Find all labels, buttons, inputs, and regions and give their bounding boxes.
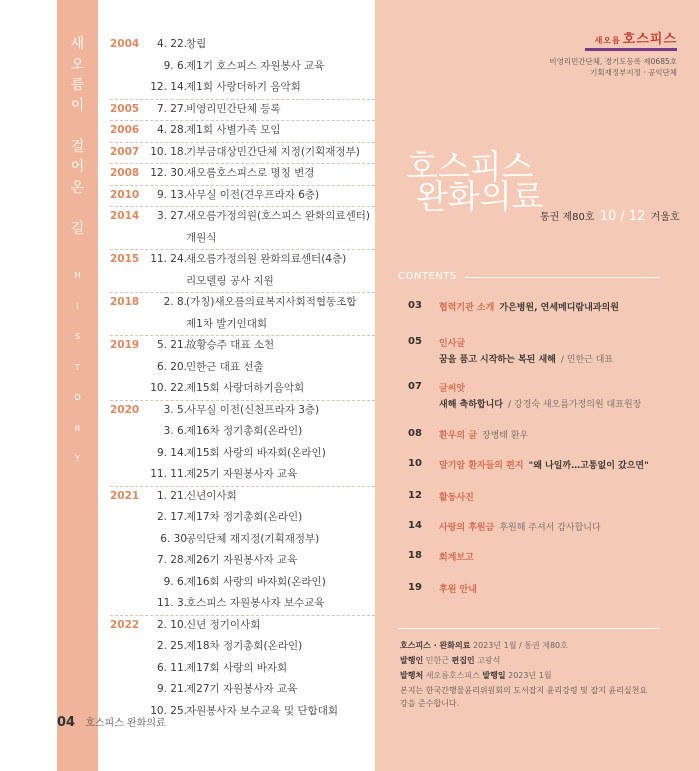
toc-page-number: 07: [408, 381, 422, 392]
timeline-year: 2006: [110, 124, 140, 136]
toc-page-number: 12: [408, 490, 422, 501]
toc-category: 환우의 글: [439, 431, 477, 441]
toc-category: 회계보고: [439, 553, 474, 563]
timeline-date: 11. 3.: [156, 597, 187, 609]
timeline-year: 2019: [110, 339, 140, 351]
vertical-section-title: 새 오 름 이 걸 어 온 길: [70, 36, 85, 237]
timeline-date: 11. 24.: [150, 253, 187, 265]
timeline-row: [110, 679, 375, 701]
timeline-year: 2015: [110, 253, 140, 265]
timeline-row: [110, 271, 375, 293]
timeline-date: 11. 11.: [150, 468, 187, 480]
toc-page-number: 08: [408, 428, 422, 439]
page-footer: [57, 714, 166, 730]
toc-category: 인사글: [439, 339, 466, 349]
timeline-row: [110, 572, 375, 594]
timeline-date: 3. 5.: [163, 403, 187, 416]
footer-logo-text: 호스피스 완화의료: [85, 718, 166, 729]
timeline-event: 신년이사회: [186, 489, 237, 502]
timeline-event: 새오름호스피스로 명칭 변경: [186, 167, 315, 179]
timeline-date: 6. 11.: [156, 661, 187, 674]
timeline-row: [110, 443, 375, 465]
toc-page-number: 14: [408, 520, 422, 531]
timeline-event: 제17회 사랑의 바자회: [186, 661, 288, 674]
timeline-year: 2021: [110, 489, 140, 502]
timeline-row: [110, 99, 375, 121]
timeline-row: [110, 550, 375, 572]
timeline-event: 사무실 이전(견우프라자 6층): [186, 188, 320, 201]
timeline-date: 7. 27.: [156, 102, 187, 115]
toc-category: 후원 안내: [439, 585, 477, 595]
timeline-date: 1. 21.: [156, 489, 187, 502]
timeline-year: 2010: [110, 188, 140, 201]
toc-subtitle: 장병태 환우: [481, 431, 529, 441]
timeline-date: 9. 6.: [163, 575, 187, 588]
timeline-event: 제27기 자원봉사자 교육: [186, 683, 298, 695]
timeline-row: [110, 185, 375, 207]
org-logo: 새오름 호스피스 비영리민간단체, 경기도등록 제0685호 기획재정부지정 · 공익단체: [549, 32, 677, 77]
toc-page-number: 03: [408, 300, 422, 311]
timeline-event: 제1회 사랑더하기 음악회: [186, 81, 301, 93]
vertical-history-label: H I S T O R Y: [74, 271, 81, 463]
timeline-date: 2. 8.: [163, 296, 187, 308]
toc-category: 사랑의 후원금: [439, 523, 495, 533]
timeline-row: [110, 529, 375, 551]
timeline-date: 9. 14.: [156, 446, 187, 459]
colophon-divider: [398, 628, 660, 629]
timeline-event: 제16회 사랑의 바자회(온라인): [186, 575, 326, 588]
timeline-event: 제1기 호스피스 자원봉사 교육: [186, 59, 325, 72]
toc-category: 협력기관 소개: [439, 303, 495, 313]
timeline-row: [110, 249, 375, 271]
timeline-event: 제18차 정기총회(온라인): [186, 640, 303, 652]
timeline-year: 2018: [110, 296, 140, 308]
issue-info: 통권 제80호 10 / 12 겨울호: [540, 209, 680, 224]
timeline-event: (가칭)새오름의료복지사회적협동조합: [186, 296, 357, 308]
timeline-row: [110, 636, 375, 658]
timeline-event: 민한근 대표 선출: [186, 360, 264, 373]
page-number: 04: [57, 715, 76, 730]
timeline-event: 사무실 이전(신천프라자 3층): [186, 403, 320, 416]
timeline-year: 2014: [110, 210, 140, 222]
toc-page-number: 18: [408, 550, 422, 561]
timeline-row: [110, 486, 375, 508]
timeline-year: 2022: [110, 618, 140, 631]
timeline-event: 비영리민간단체 등록: [186, 102, 281, 115]
timeline-event: 호스피스 자원봉사자 보수교육: [186, 597, 325, 609]
history-timeline: [110, 34, 375, 722]
toc-page-number: 19: [408, 582, 422, 593]
toc-subtitle: 후원해 주셔서 감사합니다: [499, 523, 601, 533]
timeline-date: 4. 28.: [156, 124, 187, 136]
timeline-row: [110, 142, 375, 164]
timeline-date: 3. 27.: [156, 210, 187, 222]
timeline-year: 2005: [110, 102, 140, 115]
timeline-event: 제16차 정기총회(온라인): [186, 425, 303, 437]
timeline-row: [110, 378, 375, 400]
timeline-row: [110, 658, 375, 680]
contents-heading: CONTENTS: [398, 271, 660, 282]
timeline-date: 6. 20.: [156, 360, 187, 373]
timeline-event: 제1차 발기인대회: [186, 317, 268, 330]
toc-subtitle: / 강경숙 새오름가정의원 대표원장: [508, 400, 642, 410]
timeline-row: [110, 593, 375, 615]
timeline-event: 제25기 자원봉사자 교육: [186, 468, 298, 480]
timeline-year: 2008: [110, 167, 140, 179]
timeline-date: 3. 6.: [163, 425, 187, 437]
timeline-event: 리모델링 공사 지원: [186, 274, 274, 287]
logo-underline: [585, 48, 677, 51]
timeline-year: 2007: [110, 145, 140, 158]
timeline-row: [110, 206, 375, 228]
timeline-date: 7. 28.: [156, 554, 187, 566]
toc-category: 말기암 환자들의 편지: [439, 461, 524, 471]
timeline-date: 4. 22.: [156, 38, 187, 50]
magazine-title: 호스피스 완화의료: [406, 147, 544, 216]
timeline-event: 제1회 사별가족 모임: [186, 124, 281, 136]
timeline-year: 2004: [110, 38, 140, 50]
timeline-row: [110, 400, 375, 422]
timeline-date: 10. 22.: [150, 382, 187, 394]
ethics-notice: 본지는 한국간행물윤리위원회의 도서잡지 윤리강령 및 잡지 윤리실천요강을 준수합니다.: [400, 686, 648, 708]
timeline-row: [110, 228, 375, 250]
timeline-row: [110, 56, 375, 78]
toc-category: 글씨앗: [439, 384, 466, 394]
timeline-date: 12. 14.: [150, 81, 187, 93]
timeline-event: 창립: [186, 38, 207, 50]
timeline-event: 제17차 정기총회(온라인): [186, 511, 303, 523]
timeline-event: 기부금대상민간단체 지정(기획재정부): [186, 145, 360, 158]
timeline-row: [110, 615, 375, 637]
timeline-row: [110, 77, 375, 99]
timeline-event: 제15회 사랑의 바자회(온라인): [186, 446, 326, 459]
timeline-date: 9. 21.: [156, 683, 187, 695]
toc-category: 활동사진: [439, 493, 474, 503]
timeline-date: 12. 30.: [150, 167, 187, 179]
toc-title: 새해 축하합니다: [439, 400, 503, 410]
timeline-row: [110, 163, 375, 185]
timeline-date: 10. 25.: [150, 704, 187, 717]
timeline-date: 9. 6.: [163, 59, 187, 72]
timeline-event: 제26기 자원봉사자 교육: [186, 554, 298, 566]
timeline-event: 故황승주 대표 소천: [186, 339, 275, 351]
toc-subtitle: / 민한근 대표: [560, 355, 614, 365]
timeline-date: 2. 17.: [156, 511, 187, 523]
timeline-row: [110, 421, 375, 443]
timeline-date: 5. 21.: [156, 339, 187, 351]
timeline-date: 2. 10.: [156, 618, 187, 631]
timeline-event: 자원봉사자 보수교육 및 단합대회: [186, 704, 339, 717]
timeline-row: [110, 507, 375, 529]
timeline-row: [110, 34, 375, 56]
timeline-event: 개원식: [186, 231, 217, 244]
timeline-row: [110, 120, 375, 142]
timeline-row: [110, 464, 375, 486]
contents-rule: [465, 277, 660, 278]
colophon: 호스피스 · 완화의료 2023년 1월 / 통권 제80호 발행인 민한근 편집인 고광석 발행처 새오름호스피스 발행일 2023년 1월: [400, 641, 568, 680]
timeline-event: 새오름가정의원 완화의료센터(4층): [186, 253, 347, 265]
timeline-event: 새오름가정의원(호스피스 완화의료센터): [186, 210, 370, 222]
timeline-date: 10. 18.: [150, 145, 187, 158]
timeline-year: 2020: [110, 403, 140, 416]
timeline-event: 신년 정기이사회: [186, 618, 261, 631]
timeline-row: [110, 292, 375, 314]
timeline-date: 9. 13.: [156, 188, 187, 201]
timeline-event: 제15회 사랑더하기음악회: [186, 382, 305, 394]
toc-title: "왜 나일까…고통없이 갔으면": [528, 461, 649, 471]
timeline-row: [110, 314, 375, 336]
toc-title: 꿈을 품고 시작하는 복된 새해: [439, 355, 556, 365]
timeline-date: 2. 25.: [156, 640, 187, 652]
timeline-date: 6. 30: [160, 532, 187, 545]
timeline-row: [110, 335, 375, 357]
toc-title: 가은병원, 연세메디람내과의원: [499, 303, 619, 313]
timeline-event: 공익단체 재지정(기획재정부): [186, 532, 320, 545]
timeline-row: [110, 357, 375, 379]
toc-page-number: 05: [408, 336, 422, 347]
toc-page-number: 10: [408, 458, 422, 469]
